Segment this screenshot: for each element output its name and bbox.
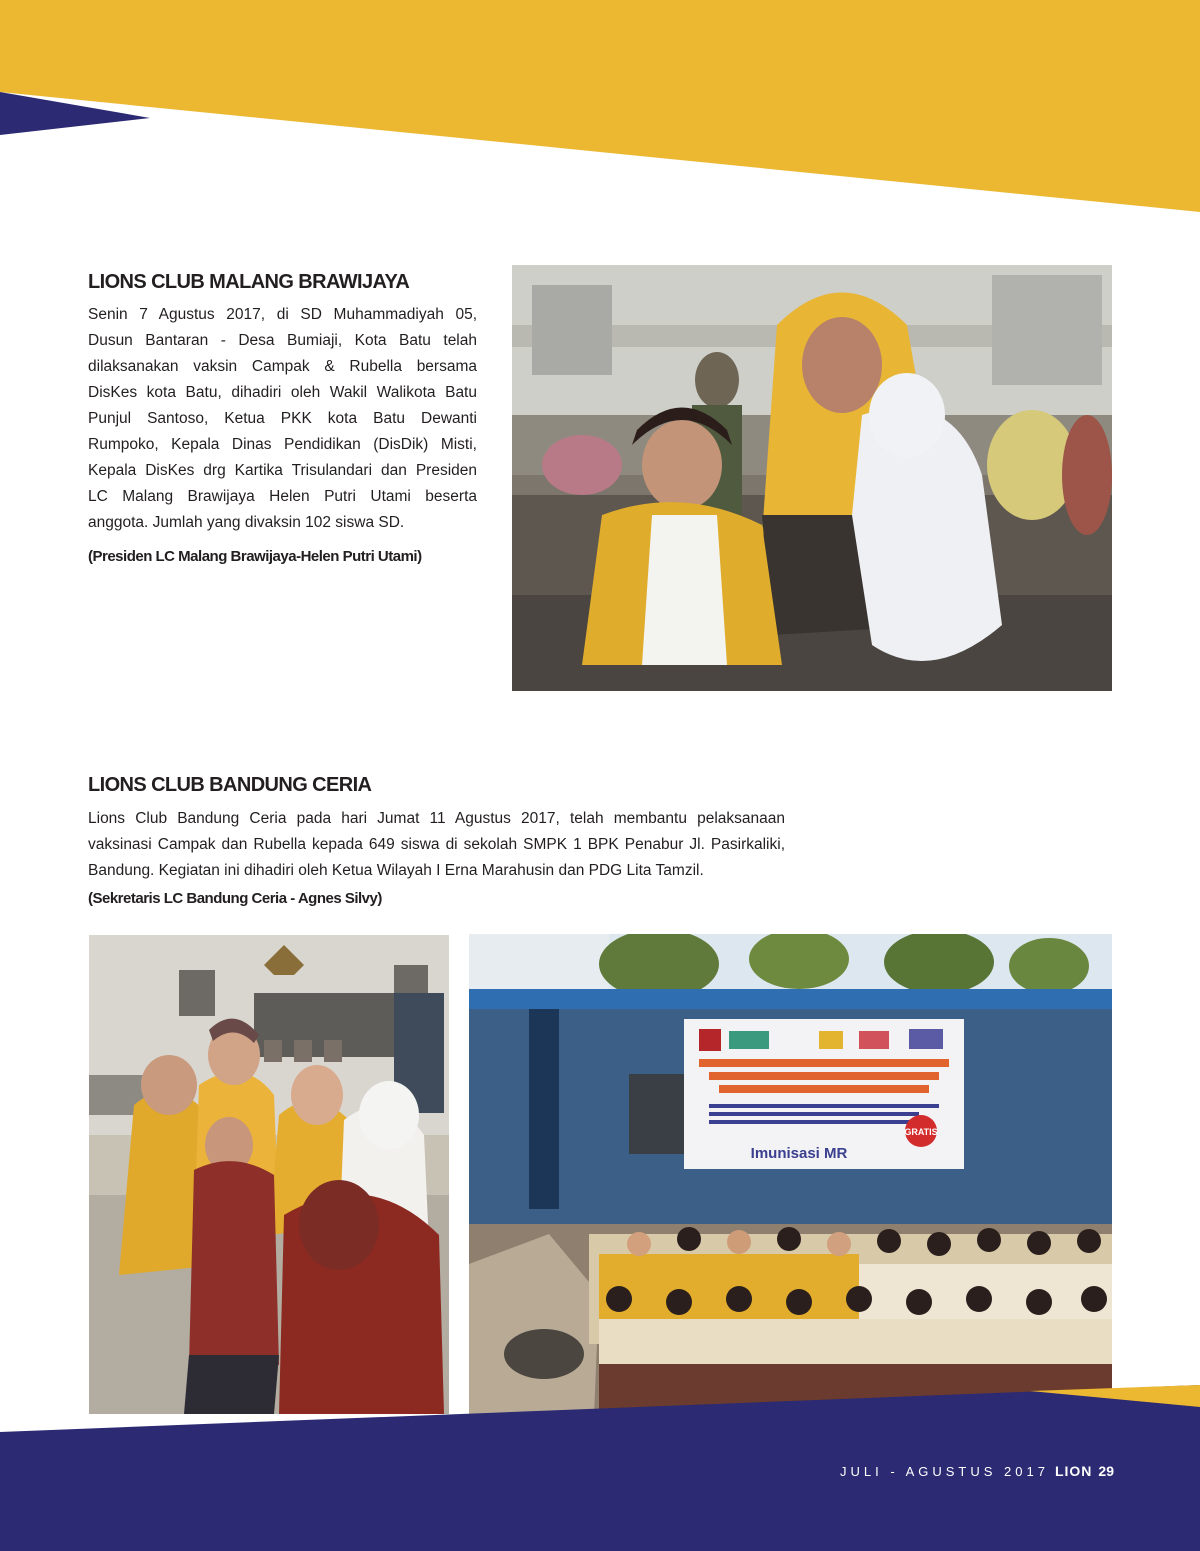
- section1-line: LC Malang Brawijaya Helen Putri Utami beserta: [88, 488, 477, 505]
- top-decorative-band: [0, 0, 1200, 240]
- section1-heading: LIONS CLUB MALANG BRAWIJAYA: [88, 271, 410, 293]
- page-footer: [840, 1463, 1114, 1479]
- section2-line: Lions Club Bandung Ceria pada hari Jumat 11 Agustus 2017, telah membantu pelaksanaan: [88, 810, 785, 827]
- photo-bandung-group: [469, 934, 1112, 1416]
- footer-magazine-name: LION: [1054, 1463, 1093, 1479]
- section1-line: DisKes kota Batu, dihadiri oleh Wakil Walikota Batu: [88, 384, 477, 401]
- section2-credit: (Sekretaris LC Bandung Ceria - Agnes Silvy): [88, 890, 382, 907]
- section2-line: Bandung. Kegiatan ini dihadiri oleh Ketua Wilayah I Erna Marahusin dan PDG Lita Tamzil.: [88, 862, 704, 879]
- photo-malang-vaccination: [512, 265, 1112, 691]
- photo-bandung-classroom: [89, 935, 449, 1414]
- banner-badge: GRATIS: [904, 1127, 938, 1137]
- section1-line: Dusun Bantaran - Desa Bumiaji, Kota Batu telah: [88, 332, 477, 349]
- banner-title: Imunisasi MR: [750, 1145, 848, 1162]
- footer-issue: JULI - AGUSTUS 2017: [840, 1464, 1049, 1479]
- section1-line: anggota. Jumlah yang divaksin 102 siswa SD.: [88, 514, 405, 531]
- section1-line: Punjul Santoso, Ketua PKK kota Batu Dewanti: [88, 410, 477, 427]
- section1-line: dilaksanakan vaksin Campak & Rubella bersama: [88, 358, 477, 375]
- section1-line: Senin 7 Agustus 2017, di SD Muhammadiyah 05,: [88, 306, 477, 323]
- section1-line: Rumpoko, Kepala Dinas Pendidikan (DisDik) Misti,: [88, 436, 477, 453]
- footer-page-number: 29: [1098, 1463, 1114, 1479]
- section1-credit: (Presiden LC Malang Brawijaya-Helen Putri Utami): [88, 548, 422, 565]
- section2-line: vaksinasi Campak dan Rubella kepada 649 siswa di sekolah SMPK 1 BPK Penabur Jl. Pasirkaliki,: [88, 836, 785, 853]
- section1-line: Kepala DisKes drg Kartika Trisulandari dan Presiden: [88, 462, 477, 479]
- section2-heading: LIONS CLUB BANDUNG CERIA: [88, 774, 372, 796]
